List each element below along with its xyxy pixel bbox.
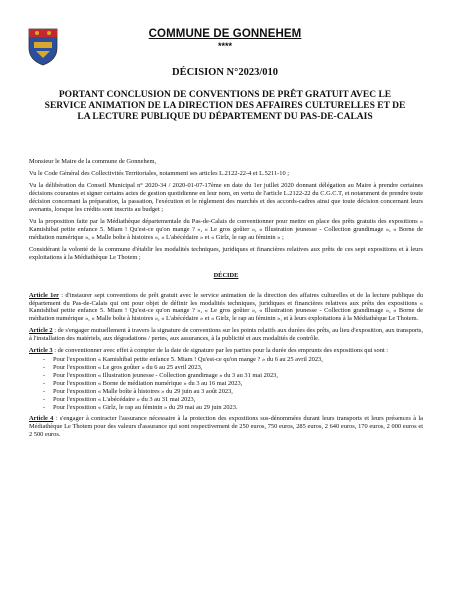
exhibition-list [43, 356, 423, 411]
article-3-label: Article 3 [29, 347, 53, 355]
document-body [29, 158, 423, 443]
article-3-text: : de conventionner avec effet à compter de la date de signature par les parties pour la durée des emprunts des expositions qui sont : [52, 347, 389, 355]
article-2-text: : de s'engager mutuellement à travers la signature de conventions sur les points relatifs aux durées des prêts, au lieu d'exposition, aux transports, à l'installation des matériels, aux dégradations / pertes, aux assurances, à la publicité et aux modalités de contrôle. [29, 327, 423, 343]
article-1 [29, 292, 423, 324]
article-1-label: Article 1er [29, 291, 59, 299]
list-item: - Pour l'exposition « L'abécédaire » du 3 au 31 mai 2023, [43, 396, 423, 404]
article-4-text: : s'engager à contracter l'assurance nécessaire à la protection des expositions sus-dénommées durant leurs transports et leurs présences à la Médiathèque Le Thotem pour des valeurs d'assurance qui sont respectivement de 250 euros, 750 euros, 285 euros, 2 640 euros, 170 euros, 2 000 euros et 2 500 euros. [29, 414, 423, 438]
list-item: - Pour l'exposition « Kamishibaï petite enfance 5. Miam ! Qu'est-ce qu'on mange ? » du 6 au 25 avril 2023, [43, 356, 423, 364]
article-1-text: : d'instaurer sept conventions de prêt gratuit avec le service animation de la direction des affaires culturelles et de la lecture publique du département du Pas-de-Calais qui ont pour objet de définir les modalités techniques, juridiques et financières relatives aux prêts des expositions « Kamishibaï petite enfance 5. Miam ! Qu'est-ce qu'on mange ? », « Le gros goûter », « Illustration jeunesse - Collection grandimage », « Borne de médiation numérique », « Malle boîte à histoires », « L'abécédaire » et « Girlz, le rap au féminin », et à leurs exploitations à la Médiathèque Le Thotem. [29, 291, 423, 323]
list-item: - Pour l'exposition « Le gros goûter » du 6 au 25 avril 2023, [43, 364, 423, 372]
article-4-label: Article 4 [29, 414, 54, 422]
preamble-deliberation: Vu la délibération du Conseil Municipal n° 2020-34 / 2020-01-07-17ème en date du 1er juillet 2020 donnant délégation au Maire à prendre certaines décisions courantes et signer certains actes de gestion quotidienne en leur nom, en vertu de l'article L.2122-22 du C.G.C.T, et notamment de prendre toute décision concernant la préparation, la passation, l'exécution et le règlement des marchés et des accords-cadres ainsi que toute décision concernant leurs avenants, lorsque les crédits sont inscrits au budget ; [29, 182, 423, 213]
article-2 [29, 327, 423, 343]
article-4 [29, 415, 423, 439]
preamble-proposal: Vu la proposition faite par la Médiathèque départementale du Pas-de-Calais de conventionner pour mettre en place des prêts gratuits des expositions « Kamishibaï petite enfance 5. Miam ! Qu'est-ce qu'on mange ? », « Le gros goûter », « Illustration jeunesse - Collection grandimage », « Borne de médiation numérique », « Malle boîte à histoires », « L'abécédaire » et « Girlz, le rap au féminin » ; [29, 218, 423, 241]
preamble-considering: Considérant la volonté de la commune d'établir les modalités techniques, juridiques et financières relatives aux prêts de ces sept expositions et à leurs exploitations à la Médiathèque Le Thotem ; [29, 245, 423, 261]
article-3 [29, 347, 423, 355]
decision-title: PORTANT CONCLUSION DE CONVENTIONS DE PRÊT GRATUIT AVEC LE SERVICE ANIMATION DE LA DIRECTION DES AFFAIRES CULTURELLES ET DE LA LECTURE PUBLIQUE DU DÉPARTEMENT DU PAS-DE-CALAIS [44, 90, 406, 122]
list-item: - Pour l'exposition « Illustration jeunesse - Collection grandimage » du 3 au 31 mai 2023, [43, 372, 423, 380]
article-2-label: Article 2 [29, 327, 53, 335]
commune-name: COMMUNE DE GONNEHEM [148, 28, 302, 40]
list-item: - Pour l'exposition « Borne de médiation numérique » du 3 au 16 mai 2023, [43, 380, 423, 388]
header-stars: **** [217, 41, 232, 51]
decision-number: DÉCISION N°2023/010 [171, 67, 278, 78]
list-item: - Pour l'exposition « Malle boîte à histoires » du 29 juin au 3 août 2023, [43, 388, 423, 396]
preamble-mayor: Monsieur le Maire de la commune de Gonnehem, [29, 158, 157, 165]
list-item: - Pour l'exposition « Girlz, le rap au féminin » du 29 mai au 29 juin 2023. [43, 404, 423, 412]
preamble-code: Vu le Code Général des Collectivités Territoriales, notamment ses articles L.2122-22-4 et L.5211-10 ; [29, 170, 290, 178]
decide-heading: DÉCIDE [213, 271, 239, 279]
